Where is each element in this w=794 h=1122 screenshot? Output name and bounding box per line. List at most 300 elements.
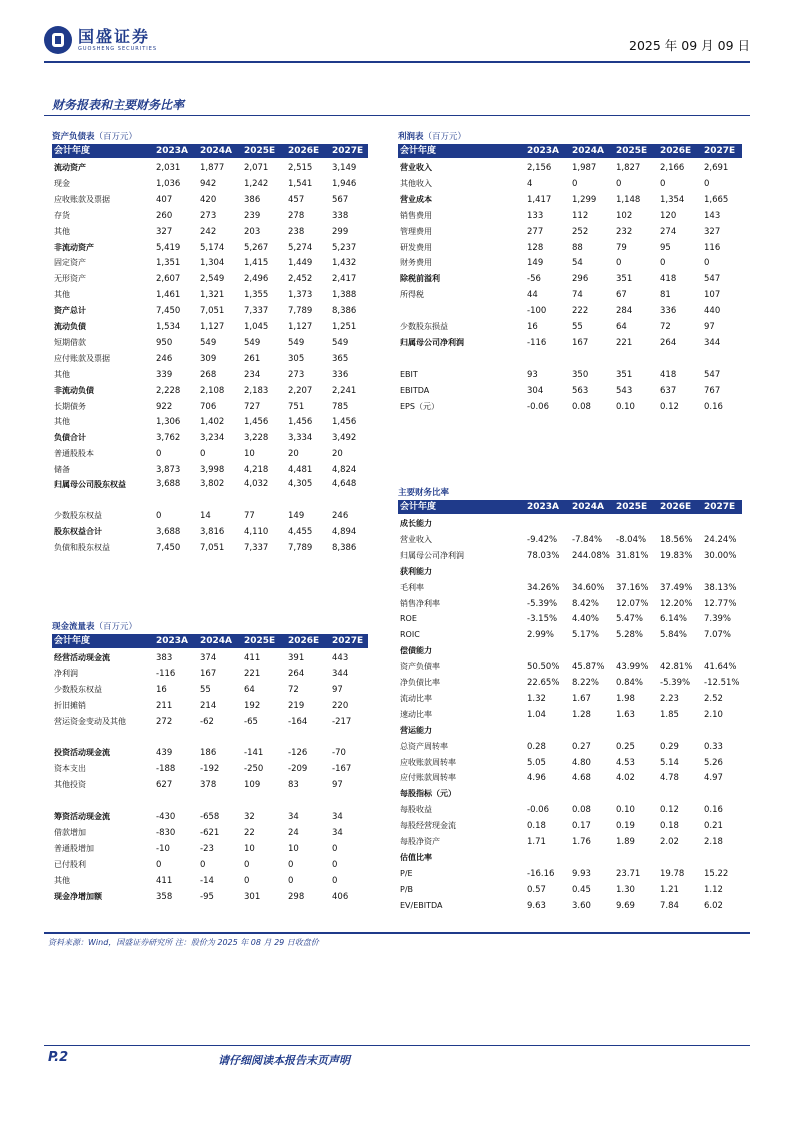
row-value: -621	[200, 827, 220, 838]
table-row	[398, 319, 742, 335]
row-label: 折旧摊销	[54, 700, 86, 710]
row-value: 365	[332, 353, 349, 364]
row-value: 420	[200, 194, 217, 205]
row-value: 278	[288, 210, 305, 221]
row-label: 长期债务	[54, 401, 86, 411]
row-value: 8,386	[332, 306, 357, 317]
table-row	[52, 224, 368, 240]
table-row	[398, 271, 742, 287]
row-value: 406	[332, 891, 349, 902]
row-value: 4,894	[332, 526, 357, 537]
row-value: 12.07%	[616, 598, 649, 609]
row-value: 37.49%	[660, 582, 693, 593]
row-value: 0.25	[616, 741, 635, 752]
row-value: 7,051	[200, 542, 225, 553]
row-label: 总资产周转率	[400, 741, 448, 751]
row-value: 9.93	[572, 868, 591, 879]
row-value: 0	[156, 859, 162, 870]
row-value: 3,149	[332, 163, 357, 173]
row-label: 应付账款周转率	[400, 773, 456, 783]
row-value: 1,354	[660, 194, 685, 205]
row-value: 95	[660, 242, 671, 253]
header-year: 2024A	[200, 636, 233, 646]
table-row	[398, 564, 742, 580]
row-label: 现金	[54, 178, 70, 188]
row-value: 1,304	[200, 258, 225, 269]
row-value: 34.26%	[527, 582, 560, 593]
row-value: 4.78	[660, 773, 679, 784]
row-value: 440	[704, 306, 721, 317]
header-year: 2023A	[156, 636, 189, 646]
row-value: 0	[332, 875, 338, 886]
header-year: 2024A	[572, 146, 605, 156]
row-value: 234	[244, 369, 261, 380]
row-value: 83	[288, 780, 299, 791]
row-value: 38.13%	[704, 582, 737, 593]
row-value: 4.02	[616, 773, 635, 784]
row-value: 74	[572, 290, 583, 301]
row-value: 549	[288, 337, 305, 348]
row-label: 现金净增加额	[54, 891, 102, 901]
table-header-row	[398, 144, 742, 158]
table-row	[398, 611, 742, 627]
row-value: 16	[527, 322, 538, 332]
row-value: 4,305	[288, 479, 313, 489]
row-label: 资本支出	[54, 764, 86, 774]
table-row	[52, 761, 368, 777]
row-value: -830	[156, 827, 176, 838]
row-value: 1,534	[156, 322, 181, 332]
row-value: 418	[660, 274, 677, 285]
row-value: 0.33	[704, 741, 723, 752]
table-row	[52, 714, 368, 730]
company-name-en: GUOSHENG SECURITIES	[78, 46, 158, 52]
row-label: 股东权益合计	[54, 526, 102, 536]
row-value: 239	[244, 210, 261, 221]
row-value: 0.12	[660, 401, 679, 412]
row-label: 经营活动现金流	[54, 653, 110, 662]
header-label: 会计年度	[54, 636, 91, 646]
row-value: 751	[288, 401, 305, 412]
table-row	[398, 739, 742, 755]
table-header-row	[52, 144, 368, 158]
row-value: 149	[527, 258, 544, 269]
row-value: 34	[332, 812, 343, 822]
row-value: 232	[616, 226, 633, 237]
row-label: 偿债能力	[400, 646, 432, 656]
row-value: -5.39%	[660, 678, 691, 688]
row-label: 流动资产	[54, 163, 86, 172]
row-value: -658	[200, 812, 220, 822]
table-row	[398, 723, 742, 739]
row-value: 327	[704, 226, 721, 237]
table-row	[52, 383, 368, 399]
header-year: 2025E	[244, 146, 276, 156]
row-value: -10	[156, 843, 170, 854]
header-year: 2026E	[288, 146, 320, 156]
row-value: -116	[156, 668, 176, 679]
row-label: 毛利率	[400, 582, 424, 592]
row-value: 88	[572, 242, 583, 253]
row-value: 2,031	[156, 163, 181, 173]
row-value: 32	[244, 812, 255, 822]
table-row	[52, 176, 368, 192]
row-value: 950	[156, 337, 173, 348]
row-value: 0	[244, 859, 250, 870]
footer-divider	[44, 1045, 750, 1046]
table-row	[52, 319, 368, 335]
row-value: 0	[616, 258, 622, 269]
row-value: 1,321	[200, 290, 225, 301]
row-value: 7.07%	[704, 630, 732, 641]
table-row	[52, 857, 368, 873]
row-value: 252	[572, 226, 589, 237]
row-value: 0	[200, 449, 206, 460]
table-row	[52, 240, 368, 256]
row-value: 109	[244, 780, 261, 791]
row-value: -192	[200, 764, 220, 775]
row-label: 流动比率	[400, 693, 432, 703]
row-value: -188	[156, 764, 176, 775]
row-value: 42.81%	[660, 662, 693, 673]
table-row	[398, 659, 742, 675]
row-value: 567	[332, 194, 349, 205]
row-label: P/B	[400, 884, 414, 894]
row-value: 12.77%	[704, 598, 737, 609]
row-value: 391	[288, 653, 305, 663]
row-value: 284	[616, 306, 633, 317]
table-title	[398, 486, 449, 498]
row-value: -65	[244, 716, 258, 727]
row-value: 0.27	[572, 741, 591, 752]
row-value: 3,816	[200, 526, 225, 537]
row-value: 0.08	[572, 401, 591, 412]
row-value: 19.83%	[660, 550, 693, 561]
row-value: 1,251	[332, 322, 357, 332]
row-label: 营业收入	[400, 163, 432, 172]
row-value: 785	[332, 401, 349, 412]
row-label: 少数股东权益	[54, 511, 102, 520]
row-value: 407	[156, 194, 173, 205]
row-value: 55	[200, 684, 211, 695]
table-row	[398, 691, 742, 707]
table-title-text: 利润表	[398, 132, 424, 142]
row-value: -23	[200, 843, 214, 854]
row-value: 0.18	[660, 821, 679, 832]
row-value: 186	[200, 748, 217, 759]
row-label: 固定资产	[54, 258, 86, 268]
page-header	[44, 22, 750, 58]
section-title: 财务报表和主要财务比率	[52, 98, 185, 112]
row-value: 351	[616, 274, 633, 285]
row-value: 0.10	[616, 401, 635, 412]
row-value: 0	[156, 511, 162, 521]
table-row	[398, 192, 742, 208]
row-value: 97	[332, 684, 343, 695]
row-value: 10	[244, 843, 255, 854]
header-year: 2025E	[244, 636, 276, 646]
row-value: 922	[156, 401, 173, 412]
row-label: 速动比率	[400, 709, 432, 719]
row-value: 246	[156, 353, 173, 364]
header-label: 会计年度	[400, 502, 437, 512]
header-year: 2027E	[332, 636, 364, 646]
row-label: 净负债比率	[400, 678, 440, 687]
row-value: 2.10	[704, 709, 723, 720]
row-value: 244.08%	[572, 550, 610, 561]
row-value: 24	[288, 827, 299, 838]
row-label: 少数股东损益	[400, 322, 448, 331]
row-value: 344	[332, 668, 349, 679]
row-value: 4.96	[527, 773, 546, 784]
table-row	[398, 834, 742, 850]
row-value: 2.18	[704, 837, 723, 847]
row-label: 其他投资	[54, 780, 86, 790]
row-value: 2,417	[332, 274, 357, 285]
row-value: 41.64%	[704, 662, 737, 673]
row-value: 549	[200, 337, 217, 348]
row-value: -0.06	[527, 805, 549, 816]
table-row	[398, 580, 742, 596]
row-value: 1,456	[288, 417, 313, 428]
row-value: 31.81%	[616, 550, 649, 561]
table-row	[52, 414, 368, 430]
row-value: 2,452	[288, 274, 313, 285]
row-value: 0	[616, 178, 622, 189]
row-label: 少数股东权益	[54, 684, 102, 694]
table-row	[398, 516, 742, 532]
row-label: 研发费用	[400, 242, 432, 252]
row-value: 192	[244, 700, 261, 711]
table-row	[398, 770, 742, 786]
row-value: 3,334	[288, 433, 313, 444]
row-value: 23.71	[616, 868, 641, 879]
table-row	[52, 208, 368, 224]
row-value: -217	[332, 716, 352, 727]
row-value: 7,789	[288, 306, 313, 317]
table-row	[398, 208, 742, 224]
row-value: 1.71	[527, 837, 546, 847]
row-value: -95	[200, 891, 214, 902]
row-value: 2,228	[156, 385, 181, 396]
row-label: 净利润	[54, 668, 78, 678]
row-label: 应付账款及票据	[54, 353, 110, 363]
row-value: 443	[332, 653, 349, 663]
row-value: 3,492	[332, 433, 357, 444]
row-value: 7,337	[244, 306, 269, 317]
row-value: 93	[527, 369, 538, 380]
table-unit: （百万元）	[94, 622, 138, 632]
row-value: 242	[200, 226, 217, 237]
row-value: 77	[244, 511, 255, 521]
table-row	[52, 478, 368, 508]
row-value: 0	[288, 875, 294, 886]
row-value: 5.47%	[616, 614, 644, 625]
row-value: 4.80	[572, 757, 591, 768]
report-date: 2025 年 09 月 09 日	[629, 38, 750, 53]
table-row	[398, 255, 742, 271]
row-value: -0.06	[527, 401, 549, 412]
row-value: 72	[288, 684, 299, 695]
row-value: 5.84%	[660, 630, 688, 641]
row-value: 301	[244, 891, 261, 902]
table-title-text: 主要财务比率	[398, 488, 450, 498]
table-row	[398, 532, 742, 548]
row-value: 5.17%	[572, 630, 600, 641]
table-title-text: 资产负债表	[52, 132, 95, 142]
table-row	[52, 698, 368, 714]
row-label: 存货	[54, 210, 70, 220]
row-label: EBITDA	[400, 385, 430, 395]
table-header-row	[398, 500, 742, 514]
row-value: 1,461	[156, 290, 181, 301]
row-value: -100	[527, 306, 547, 317]
row-label: EV/EBITDA	[400, 900, 443, 910]
row-label: 管理费用	[400, 226, 432, 236]
row-value: -12.51%	[704, 678, 740, 688]
table-row	[52, 841, 368, 857]
row-value: 264	[660, 337, 677, 348]
row-value: 10	[244, 449, 255, 460]
row-label: 负债合计	[54, 433, 86, 443]
logo-icon	[44, 26, 72, 54]
row-value: 563	[572, 385, 589, 396]
table-row	[52, 287, 368, 303]
row-value: 44	[527, 290, 538, 301]
row-value: 304	[527, 385, 544, 396]
row-value: -250	[244, 764, 264, 775]
header-year: 2025E	[616, 502, 648, 512]
row-value: 0	[660, 178, 666, 189]
row-value: -5.39%	[527, 598, 558, 609]
table-row	[52, 682, 368, 698]
row-value: 1,127	[200, 322, 225, 332]
row-value: 0	[156, 449, 162, 460]
row-value: 7,051	[200, 306, 225, 317]
row-value: 358	[156, 891, 173, 902]
table-row	[52, 399, 368, 415]
page-number: P.2	[48, 1050, 69, 1065]
row-value: 116	[704, 242, 721, 253]
row-label: 除税前溢利	[400, 274, 440, 284]
row-value: 1,417	[527, 194, 552, 205]
row-value: 411	[156, 875, 173, 886]
row-value: 1.30	[616, 884, 635, 895]
row-value: 97	[704, 322, 715, 332]
header-divider	[44, 61, 750, 63]
table-row	[52, 524, 368, 540]
row-value: 1.21	[660, 884, 679, 895]
header-year: 2023A	[527, 502, 560, 512]
row-value: 2.23	[660, 693, 679, 704]
row-value: 268	[200, 369, 217, 380]
table-row	[52, 255, 368, 271]
row-value: 102	[616, 210, 633, 221]
row-label: 应收账款周转率	[400, 757, 456, 767]
row-value: 64	[244, 684, 255, 695]
row-value: 4,648	[332, 479, 357, 489]
row-value: 4,218	[244, 465, 269, 476]
row-value: 0.19	[616, 821, 635, 832]
table-unit: （百万元）	[94, 132, 138, 142]
row-value: 2,496	[244, 274, 269, 285]
row-value: 418	[660, 369, 677, 380]
row-value: 9.63	[527, 900, 546, 911]
row-value: 7,789	[288, 542, 313, 553]
row-value: 4,455	[288, 526, 313, 537]
row-value: 5.14	[660, 757, 679, 768]
row-value: 67	[616, 290, 627, 301]
row-value: 112	[572, 210, 589, 221]
row-value: 549	[244, 337, 261, 348]
row-value: -16.16	[527, 868, 555, 879]
row-value: 2,691	[704, 163, 729, 173]
row-label: 获利能力	[400, 566, 432, 576]
row-label: EBIT	[400, 369, 418, 379]
row-value: 222	[572, 306, 589, 317]
table-row	[398, 675, 742, 691]
row-value: 336	[660, 306, 677, 317]
table-row	[398, 160, 742, 176]
row-value: 107	[704, 290, 721, 301]
row-value: 272	[156, 716, 173, 727]
table-row	[398, 596, 742, 612]
row-value: 45.87%	[572, 662, 605, 673]
row-value: 2.52	[704, 693, 723, 704]
table-row	[398, 240, 742, 256]
row-value: 0.16	[704, 805, 723, 816]
row-value: 220	[332, 700, 349, 711]
row-value: 1.89	[616, 837, 635, 847]
row-label: 非流动资产	[54, 242, 94, 252]
row-value: 22.65%	[527, 678, 560, 688]
table-row	[398, 287, 742, 303]
row-value: 0.17	[572, 821, 591, 832]
table-row	[52, 793, 368, 809]
row-label: 无形资产	[54, 274, 86, 284]
row-value: 8.22%	[572, 678, 600, 688]
row-value: 167	[200, 668, 217, 679]
row-value: 2.02	[660, 837, 679, 847]
table-row	[52, 303, 368, 319]
row-value: 37.16%	[616, 582, 649, 593]
row-value: 54	[572, 258, 583, 269]
row-value: 1,127	[288, 322, 313, 332]
header-year: 2027E	[332, 146, 364, 156]
row-label: 资产负债率	[400, 662, 440, 672]
row-value: 1,402	[200, 417, 225, 428]
row-value: 79	[616, 242, 627, 253]
header-year: 2023A	[156, 146, 189, 156]
row-value: 1.67	[572, 693, 591, 704]
row-value: 3,802	[200, 479, 225, 489]
row-label: 筹资活动现金流	[54, 812, 110, 821]
row-value: 1,306	[156, 417, 181, 428]
row-value: 0	[704, 258, 710, 269]
table-row	[52, 540, 368, 556]
header-year: 2027E	[704, 502, 736, 512]
row-value: 4.68	[572, 773, 591, 784]
table-row	[52, 192, 368, 208]
table-row	[398, 383, 742, 399]
row-value: 264	[288, 668, 305, 679]
row-label: 其他	[54, 226, 70, 236]
row-value: 261	[244, 353, 261, 364]
company-name-cn: 国盛证券	[78, 27, 151, 46]
row-label: 负债和股东权益	[54, 542, 110, 552]
row-value: -62	[200, 716, 214, 727]
row-value: 3,762	[156, 433, 181, 444]
